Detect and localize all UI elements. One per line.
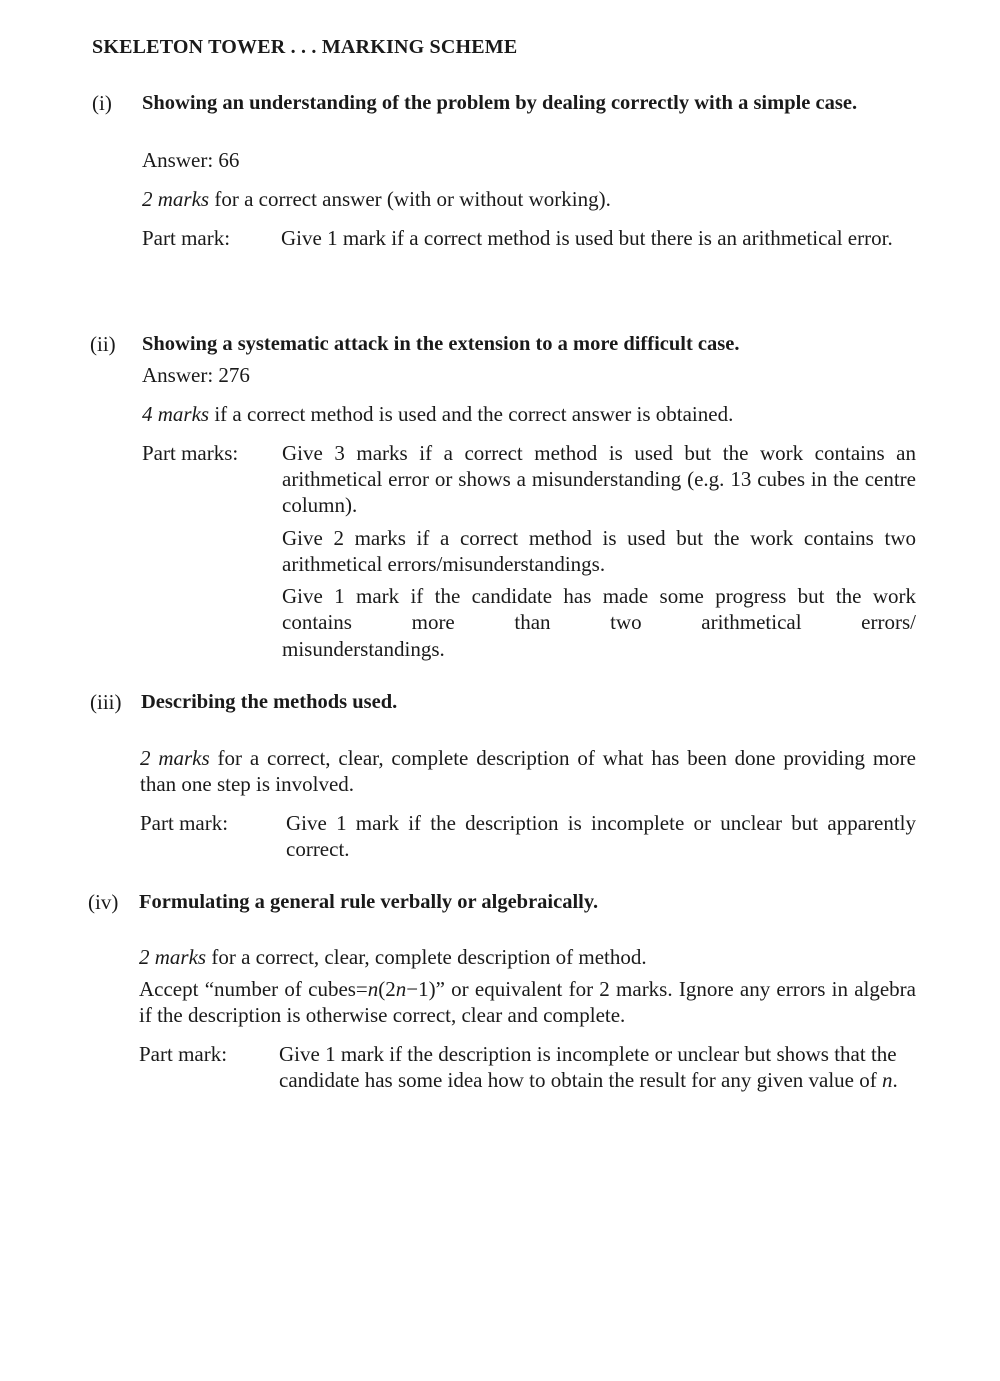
- accept-text: [139, 976, 916, 1028]
- marks-emphasis: 2 marks: [139, 945, 207, 969]
- part-mark-item-continuation: misunderstandings.: [282, 637, 445, 661]
- marks-text: [142, 401, 922, 427]
- section-heading: Describing the methods used.: [141, 691, 398, 713]
- marks-description: for a correct answer (with or without working).: [209, 187, 611, 211]
- section-heading: Formulating a general rule verbally or algebraically.: [139, 891, 599, 913]
- accept-suffix: −1)” or equivalent for 2 marks. Ignore any errors in algebra if the description is otherwise correct, clear and complete.: [139, 977, 916, 1027]
- part-mark-item: Give 2 marks if a correct method is used but the work contains two arithmetical errors/misunderstandings.: [282, 526, 916, 576]
- part-mark-item: Give 1 mark if a correct method is used but there is an arithmetical error.: [281, 226, 893, 250]
- marks-text: [142, 186, 922, 212]
- marks-text: [140, 745, 916, 797]
- marks-emphasis: 2 marks: [140, 746, 210, 770]
- part-mark-item: [279, 1041, 919, 1093]
- answer: Answer: 66: [142, 148, 240, 172]
- answer: Answer: 276: [142, 363, 250, 387]
- variable-n: n: [367, 977, 379, 1001]
- marks-emphasis: 2 marks: [142, 187, 210, 211]
- part-mark-label: Part mark:: [139, 1042, 228, 1066]
- section-number: (iii): [90, 690, 122, 714]
- section-number: (iv): [88, 890, 119, 914]
- variable-n: n: [395, 977, 407, 1001]
- section-heading: Showing an understanding of the problem by dealing correctly with a simple case.: [142, 92, 858, 114]
- part-mark-label: Part mark:: [140, 811, 229, 835]
- variable-n: n: [881, 1068, 893, 1092]
- marks-description: for a correct, clear, complete description of what has been done providing more than one step is involved.: [140, 746, 916, 796]
- part-mark-text: Give 1 mark if the description is incomplete or unclear but shows that the candidate has some idea how to obtain the result for any given value of: [279, 1042, 897, 1092]
- marks-text: [139, 944, 919, 970]
- part-mark-item: Give 1 mark if the description is incomplete or unclear but apparently correct.: [286, 811, 916, 861]
- marks-emphasis: 4 marks: [142, 402, 210, 426]
- part-mark-period: .: [892, 1068, 898, 1092]
- section-number: (i): [92, 91, 112, 115]
- part-mark-item: Give 3 marks if a correct method is used but the work contains an arithmetical error or shows a misunderstanding (e.g. 13 cubes in the centre column).: [282, 441, 916, 517]
- part-marks-label: Part marks:: [142, 441, 239, 465]
- section-number: (ii): [90, 332, 116, 356]
- page-title: SKELETON TOWER . . . MARKING SCHEME: [92, 36, 518, 58]
- accept-formula-mid: (2: [378, 977, 396, 1001]
- marks-description: for a correct, clear, complete description of method.: [206, 945, 647, 969]
- accept-prefix: Accept “number of cubes=: [139, 977, 368, 1001]
- part-mark-label: Part mark:: [142, 226, 231, 250]
- part-mark-item: Give 1 mark if the candidate has made some progress but the work contains more than two arithmetical errors/: [282, 584, 916, 634]
- section-heading: Showing a systematic attack in the extension to a more difficult case.: [142, 333, 740, 355]
- marks-description: if a correct method is used and the correct answer is obtained.: [209, 402, 734, 426]
